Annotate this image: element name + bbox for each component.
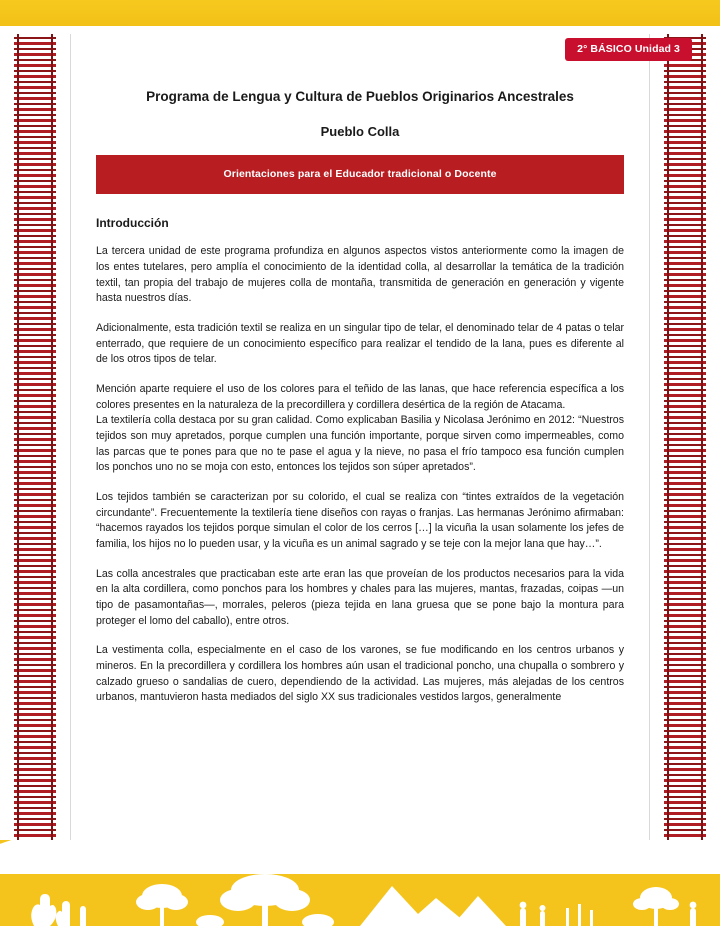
section-heading-introduccion: Introducción bbox=[96, 216, 169, 231]
paragraph: La textilería colla destaca por su gran calidad. Como explicaban Basilia y Nicolasa Jerónimo en 2012: “Nuestros tejidos son muy apretados, porque cumplen una función importante, porque sirven como impermeables, como las parcas que te pones para que no te pase el agua y la nieve, no pasa el frío tampoco esa función cumplen los ponchos uno no se moja con esto, entonces los tejidos son súper apretados”. bbox=[96, 414, 624, 474]
weave-pattern bbox=[14, 34, 56, 848]
paragraph: Adicionalmente, esta tradición textil se realiza en un singular tipo de telar, el denominado telar de 4 patas o telar enterrado, que requiere de un conocimiento específico para realizar el tendido de la lana, pues es diferente al de los otros tipos de telar. bbox=[96, 321, 624, 366]
weave-rule-right bbox=[701, 34, 703, 848]
paragraph: La vestimenta colla, especialmente en el caso de los varones, se fue modificando en los centros urbanos y mineros. En la precordillera y cordillera los hombres aún usan el tradicional poncho, una chupalla o sombrero y calzado grueso o sandalias de cuero, dependiendo de la actividad. Las mujeres, más alejadas de los centros urbanos, mantuvieron hasta mediados del siglo XX sus tradicionales vestidos largos, generalmente bbox=[96, 644, 624, 704]
paragraph: La tercera unidad de este programa profundiza en algunos aspectos vistos anteriormente como la imagen de los entes tutelares, pero amplía el conocimiento de la identidad colla, al desarrollar la temática de la tradición textil, tan propia del trabajo de mujeres colla de montaña, transmitida de generación en generación y vigente hasta nuestros días. bbox=[96, 245, 624, 305]
paragraph: Las colla ancestrales que practicaban este arte eran las que proveían de los productos necesarios para la vida en la alta cordillera, como ponchos para los hombres y chales para las mujeres, mantas, frazadas, coipas —un tipo de pasamontañas—, morrales, peleros (pieza tejida en lana gruesa que se pone bajo la montura para proteger el lomo del caballo), entre otros. bbox=[96, 567, 624, 627]
weave-rule-right bbox=[51, 34, 53, 848]
weave-rule-left bbox=[667, 34, 669, 848]
unit-badge: 2° BÁSICO Unidad 3 bbox=[565, 38, 692, 61]
paragraph: Mención aparte requiere el uso de los colores para el teñido de las lanas, que hace referencia específica a los colores presentes en la naturaleza de la precordillera y cordillera desértica de la región de Atacama. bbox=[96, 382, 624, 411]
landscape-silhouette bbox=[0, 860, 720, 932]
page-subtitle: Pueblo Colla bbox=[320, 124, 400, 140]
right-andean-border bbox=[664, 34, 706, 848]
left-guide-line bbox=[70, 34, 71, 848]
bottom-decorative-band bbox=[0, 840, 720, 932]
weave-rule-left bbox=[17, 34, 19, 848]
orientation-banner: Orientaciones para el Educador tradicional o Docente bbox=[96, 155, 624, 194]
right-guide-line bbox=[649, 34, 650, 848]
paragraph: Los tejidos también se caracterizan por su colorido, el cual se realiza con “tintes extraídos de la vegetación circundante”. Frecuentemente la textilería tiene diseños con rayas o franjas. Las hermanas Jerónimo afirmaban: “hacemos rayados los tejidos porque simulan el color de los cerros […] la vicuña la usan solamente los jefes de familia, los hijos no lo pueden usar, y la vicuña es un animal sagrado y se teje con la mejor lana que hay…”. bbox=[96, 490, 624, 550]
document-content bbox=[96, 70, 624, 836]
left-andean-border bbox=[14, 34, 56, 848]
weave-pattern bbox=[664, 34, 706, 848]
page-title: Programa de Lengua y Cultura de Pueblos Originarios Ancestrales bbox=[146, 89, 574, 104]
